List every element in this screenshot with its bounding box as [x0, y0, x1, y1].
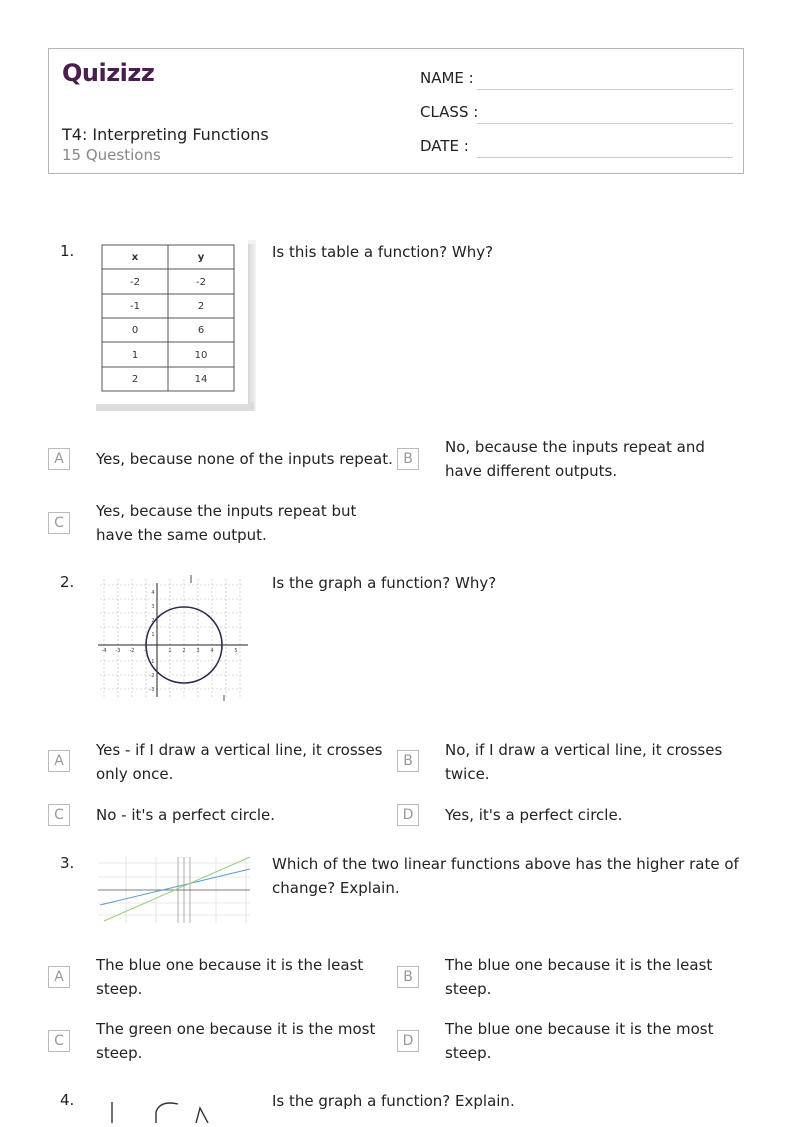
option-d-text: Yes, it's a perfect circle. — [445, 806, 623, 824]
question-3-text: Which of the two linear functions above has the higher rate of change? Explain. — [272, 855, 739, 897]
option-d-marker[interactable]: D — [397, 804, 419, 826]
y-tick: 1 — [151, 632, 155, 638]
option-d-marker[interactable]: D — [397, 1030, 419, 1052]
x-tick: 4 — [210, 648, 214, 654]
table-cell: -1 — [130, 301, 140, 312]
table-cell: 14 — [194, 374, 208, 385]
question-4-text: Is the graph a function? Explain. — [272, 1092, 515, 1110]
question-2-text: Is the graph a function? Why? — [272, 574, 497, 592]
worksheet-title: T4: Interpreting Functions — [62, 125, 269, 144]
linear-functions-graph-image — [96, 855, 252, 925]
table-cell: -2 — [196, 277, 206, 288]
option-a-marker[interactable]: A — [48, 750, 70, 772]
question-count: 15 Questions — [62, 146, 161, 164]
option-c-text: No - it's a perfect circle. — [96, 806, 276, 824]
option-b-text: The blue one because it is the least steep. — [445, 956, 713, 998]
x-tick: -2 — [129, 648, 135, 654]
option-c-marker[interactable]: C — [48, 804, 70, 826]
table-header-y: y — [197, 252, 205, 263]
option-b-text: No, because the inputs repeat and have different outputs. — [445, 438, 705, 480]
quizizz-logo: Quizizz — [62, 59, 155, 87]
x-tick: 1 — [168, 648, 172, 654]
date-label: DATE : — [420, 137, 469, 155]
x-tick: 3 — [196, 648, 200, 654]
x-tick: 2 — [182, 648, 186, 654]
hand-drawn-graph-image — [100, 1098, 230, 1123]
x-tick: 5 — [234, 648, 238, 654]
option-b-text: No, if I draw a vertical line, it crosses twice. — [445, 741, 723, 783]
table-cell: 1 — [131, 350, 139, 361]
worksheet-header — [48, 48, 744, 174]
class-label: CLASS : — [420, 103, 479, 121]
table-cell: 2 — [131, 374, 139, 385]
table-cell: -2 — [130, 277, 140, 288]
option-a-text: The blue one because it is the least steep. — [96, 956, 364, 998]
name-label: NAME : — [420, 69, 474, 87]
option-b-marker[interactable]: B — [397, 966, 419, 988]
function-table-image — [96, 240, 256, 411]
option-a-text: Yes - if I draw a vertical line, it crosses only once. — [96, 741, 383, 783]
option-a-marker[interactable]: A — [48, 966, 70, 988]
option-c-marker[interactable]: C — [48, 1030, 70, 1052]
x-tick: -1 — [143, 648, 149, 654]
class-field[interactable] — [477, 123, 733, 124]
question-2-number: 2. — [60, 573, 75, 591]
option-c-text: The green one because it is the most steep. — [96, 1020, 376, 1062]
option-a-text: Yes, because none of the inputs repeat. — [96, 450, 393, 468]
table-cell: 10 — [194, 350, 208, 361]
table-header-x: x — [131, 252, 139, 263]
option-a-marker[interactable]: A — [48, 448, 70, 470]
question-4-number: 4. — [60, 1091, 75, 1109]
option-b-marker[interactable]: B — [397, 448, 419, 470]
question-1-number: 1. — [60, 242, 75, 260]
y-tick: -2 — [149, 673, 155, 679]
option-c-text: Yes, because the inputs repeat but have the same output. — [96, 502, 357, 544]
option-b-marker[interactable]: B — [397, 750, 419, 772]
y-tick: 4 — [151, 590, 155, 596]
question-1-text: Is this table a function? Why? — [272, 243, 494, 261]
x-tick: -3 — [115, 648, 121, 654]
y-tick: -1 — [149, 659, 155, 665]
x-tick: -4 — [101, 648, 107, 654]
y-tick: -3 — [149, 687, 155, 693]
y-tick: 2 — [151, 618, 155, 624]
question-3-number: 3. — [60, 854, 75, 872]
table-cell: 2 — [197, 301, 205, 312]
circle-graph-image — [96, 573, 252, 703]
option-c-marker[interactable]: C — [48, 512, 70, 534]
table-cell: 0 — [131, 325, 139, 336]
date-field[interactable] — [477, 157, 733, 158]
y-tick: 3 — [151, 604, 155, 610]
table-cell: 6 — [197, 325, 205, 336]
name-field[interactable] — [477, 89, 733, 90]
option-d-text: The blue one because it is the most steep. — [445, 1020, 714, 1062]
